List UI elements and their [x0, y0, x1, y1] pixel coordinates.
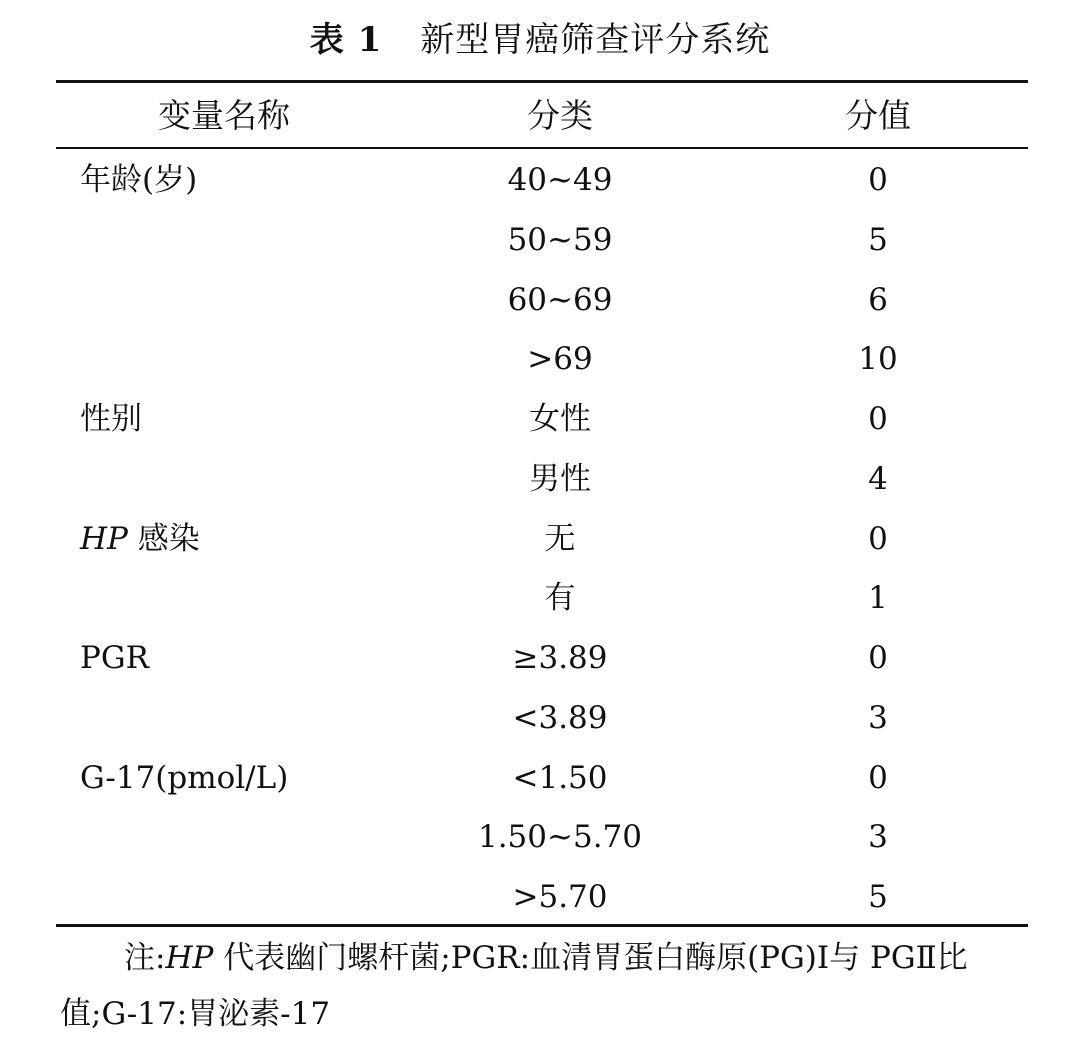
category-cell: 40~49 — [507, 162, 613, 198]
variable-name-cell — [80, 509, 200, 569]
table-row — [0, 270, 1080, 330]
category-cell: 女性 — [529, 401, 591, 437]
note-hp-italic: HP — [165, 940, 214, 976]
table-row — [0, 748, 1080, 808]
category-cell: 有 — [544, 580, 576, 617]
category-cell: 50~59 — [507, 221, 613, 258]
variable-name-text: G-17(pmol/L) — [80, 759, 289, 796]
bottom-rule — [56, 924, 1028, 927]
score-cell: 4 — [868, 460, 888, 497]
score-cell: 0 — [868, 640, 888, 676]
variable-name-text: PGR — [80, 640, 149, 676]
table-row — [0, 568, 1080, 628]
table-row — [0, 628, 1080, 688]
header-variable-name: 变量名称 — [158, 96, 290, 135]
variable-name-cell — [80, 628, 149, 688]
table-label: 表 1 — [309, 20, 383, 60]
score-cell: 0 — [868, 162, 888, 198]
table-title-text: 新型胃癌筛查评分系统 — [420, 20, 771, 60]
score-cell: 10 — [858, 341, 898, 378]
category-cell: 1.50~5.70 — [477, 819, 643, 856]
category-cell: >5.70 — [512, 879, 608, 915]
score-cell: 5 — [868, 879, 888, 915]
table-row — [0, 150, 1080, 210]
top-rule — [56, 80, 1028, 83]
variable-name-cell — [80, 748, 288, 808]
category-cell: <3.89 — [512, 699, 608, 736]
table-row — [0, 867, 1080, 927]
score-cell: 0 — [868, 401, 888, 437]
header-score: 分值 — [845, 96, 911, 135]
table-row — [0, 449, 1080, 509]
score-cell: 0 — [868, 759, 888, 796]
variable-name-italic: HP — [80, 520, 128, 557]
score-cell: 6 — [868, 281, 888, 318]
table-row — [0, 210, 1080, 270]
header-category: 分类 — [527, 96, 593, 135]
table-row — [0, 389, 1080, 449]
score-cell: 1 — [868, 580, 888, 617]
variable-name-text: 年龄(岁) — [80, 162, 198, 198]
category-cell: >69 — [527, 341, 593, 378]
table-title — [0, 14, 1080, 66]
score-cell: 0 — [868, 520, 888, 557]
score-cell: 5 — [868, 221, 888, 258]
table-row — [0, 509, 1080, 569]
header-rule — [56, 147, 1028, 149]
note-text: 代表幽门螺杆菌;PGR:血清胃蛋白酶原(PG)Ⅰ与 PGⅡ比值;G-17:胃泌素-17 — [60, 940, 968, 1032]
category-cell: ≥3.89 — [512, 640, 608, 676]
score-cell: 3 — [868, 819, 888, 856]
note-prefix: 注: — [124, 940, 166, 976]
score-cell: 3 — [868, 699, 888, 736]
table-row — [0, 807, 1080, 867]
table-row — [0, 688, 1080, 748]
category-cell: <1.50 — [512, 759, 608, 796]
category-cell: 男性 — [529, 460, 591, 497]
variable-name-cell — [80, 150, 197, 210]
table-note — [60, 930, 1030, 1042]
table-row — [0, 329, 1080, 389]
variable-name-cell — [80, 389, 142, 449]
variable-name-text: 感染 — [127, 520, 200, 557]
category-cell: 60~69 — [507, 281, 613, 318]
variable-name-text: 性别 — [80, 401, 142, 437]
category-cell: 无 — [544, 520, 576, 557]
